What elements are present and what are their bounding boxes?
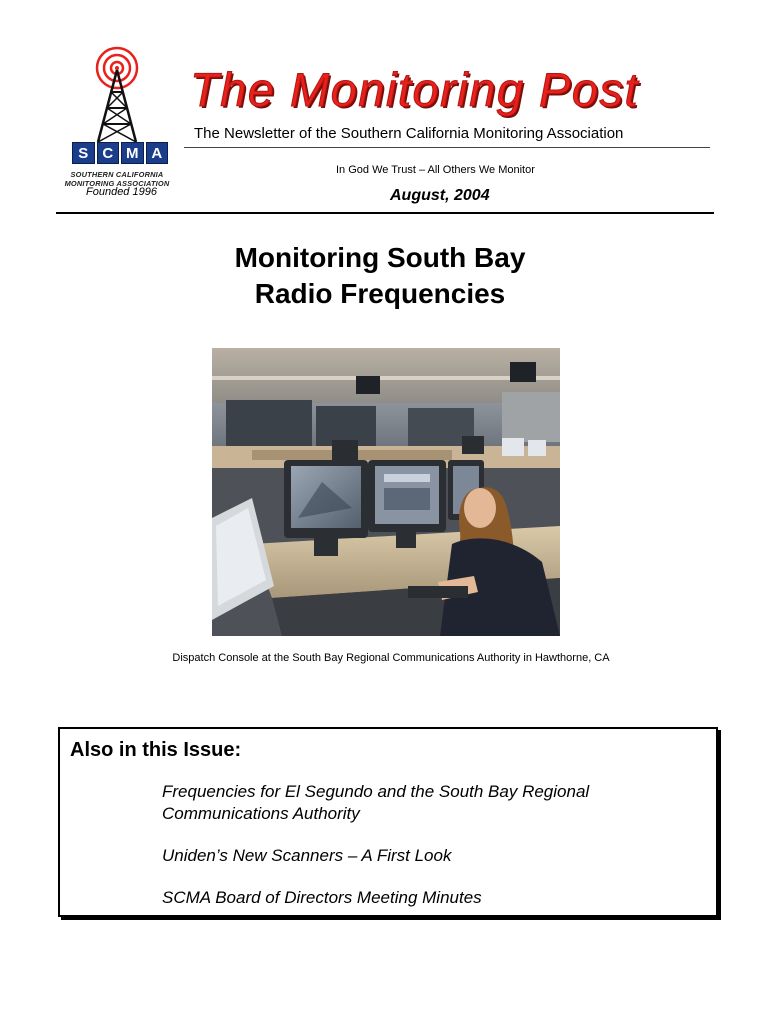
masthead-divider [184,147,710,148]
issue-item: Uniden’s New Scanners – A First Look [162,846,452,865]
photo-caption: Dispatch Console at the South Bay Regional Communications Authority in Hawthorne, CA [172,652,610,664]
headline-line: Radio Frequencies [254,278,506,309]
header-rule [56,212,714,214]
issue-item: SCMA Board of Directors Meeting Minutes [162,888,482,907]
issue-heading: Also in this Issue: [70,739,242,761]
logo-line1: SOUTHERN CALIFORNIA [70,170,164,179]
issue-date: August, 2004 [390,187,490,204]
issue-list [162,781,682,929]
badge-letter: S [72,142,95,164]
scma-badge [72,142,168,164]
newsletter-subtitle: The Newsletter of the Southern California Monitoring Association [194,125,624,142]
dispatch-console-photo [212,348,560,636]
badge-letter: A [146,142,169,164]
article-headline [180,240,580,312]
badge-letter: M [121,142,144,164]
also-in-this-issue-box [58,727,718,917]
motto: In God We Trust – All Others We Monitor [336,164,535,176]
radio-tower-icon [80,46,154,142]
badge-letter: C [97,142,120,164]
founded-note: Founded 1996 [86,186,157,198]
newsletter-title: The Monitoring Post [190,63,640,116]
headline-line: Monitoring South Bay [234,242,526,273]
logo-line2: MONITORING ASSOCIATION [64,179,170,188]
issue-item: Frequencies for El Segundo and the South Bay Regional Communications Authority [162,782,590,823]
